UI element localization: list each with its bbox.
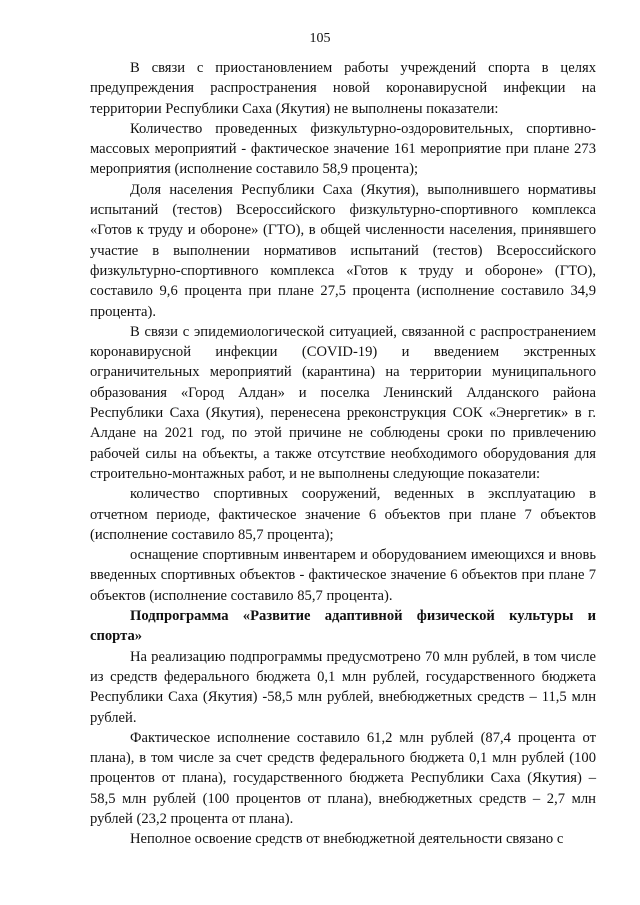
paragraph-intro-suspension: В связи с приостановлением работы учреждений спорта в целях предупреждения распространения новой коронавирусной инфекции на территории Республики Саха (Якутия) не выполнены показатели: (90, 60, 596, 117)
paragraph-events-count: Количество проведенных физкультурно-оздоровительных, спортивно-массовых мероприятий - фактическое значение 161 мероприятие при плане 273 мероприятия (исполнение составило 58,9 процента); (90, 120, 596, 178)
paragraph-sports-facilities: количество спортивных сооружений, веденных в эксплуатацию в отчетном периоде, фактическое значение 6 объектов при плане 7 объектов (исполнение составило 85,7 процента); (90, 486, 596, 543)
paragraph-gto-share: Доля населения Республики Саха (Якутия), выполнившего нормативы испытаний (тестов) Всероссийского физкультурно-спортивного комплекса «Готов к труду и обороне» (ГТО), в общей численности населения, принявшего участие в выполнении нормативов испытаний (тестов) Всероссийского физкультурно-спортивного комплекса «Готов к труду и обороне» (ГТО), составило 9,6 процента при плане 27,5 процента (исполнение составило 34,9 процента). (90, 181, 596, 320)
page-number: 105 (309, 31, 331, 46)
paragraph-epidemiological-situation: В связи с эпидемиологической ситуацией, связанной с распространением коронавирусной инфекции (COVID-19) и введением экстренных ограничительных мероприятий (карантина) на территории муниципального образования «Город Алдан» и поселка Ленинский Алданского района Республики Саха (Якутия), перенесена рреконструкция СОК «Энергетик» в г. Алдане на 2021 год, по этой причине не соблюдены сроки по привлечению рабочей силы на объекты, а также отсутствие необходимого оборудования для строительно-монтажных работ, и не выполнены следующие показатели: (90, 323, 596, 482)
paragraph-actual-execution: Фактическое исполнение составило 61,2 млн рублей (87,4 процента от плана), в том числе за счет средств федерального бюджета 0,1 млн рублей (100 процентов от плана), государственного бюджета Республики Саха (Якутия) – 58,5 млн рублей (100 процентов от плана), внебюджетных средств – 2,7 млн рублей (23,2 процента от плана). (90, 729, 596, 827)
paragraph-sports-equipment: оснащение спортивным инвентарем и оборудованием имеющихся и вновь введенных спортивных объектов - фактическое значение 6 объектов при плане 7 объектов (исполнение составило 85,7 процента). (90, 547, 596, 604)
document-body (90, 58, 596, 850)
subprogram-heading: Подпрограмма «Развитие адаптивной физической культуры и спорта» (90, 608, 596, 645)
paragraph-subprogram-funding: На реализацию подпрограммы предусмотрено 70 млн рублей, в том числе из средств федерального бюджета 0,1 млн рублей, государственного бюджета Республики Саха (Якутия) -58,5 млн рублей, внебюджетных средств – 11,5 млн рублей. (90, 648, 596, 726)
paragraph-incomplete-development: Неполное освоение средств от внебюджетной деятельности связано с (130, 831, 564, 848)
